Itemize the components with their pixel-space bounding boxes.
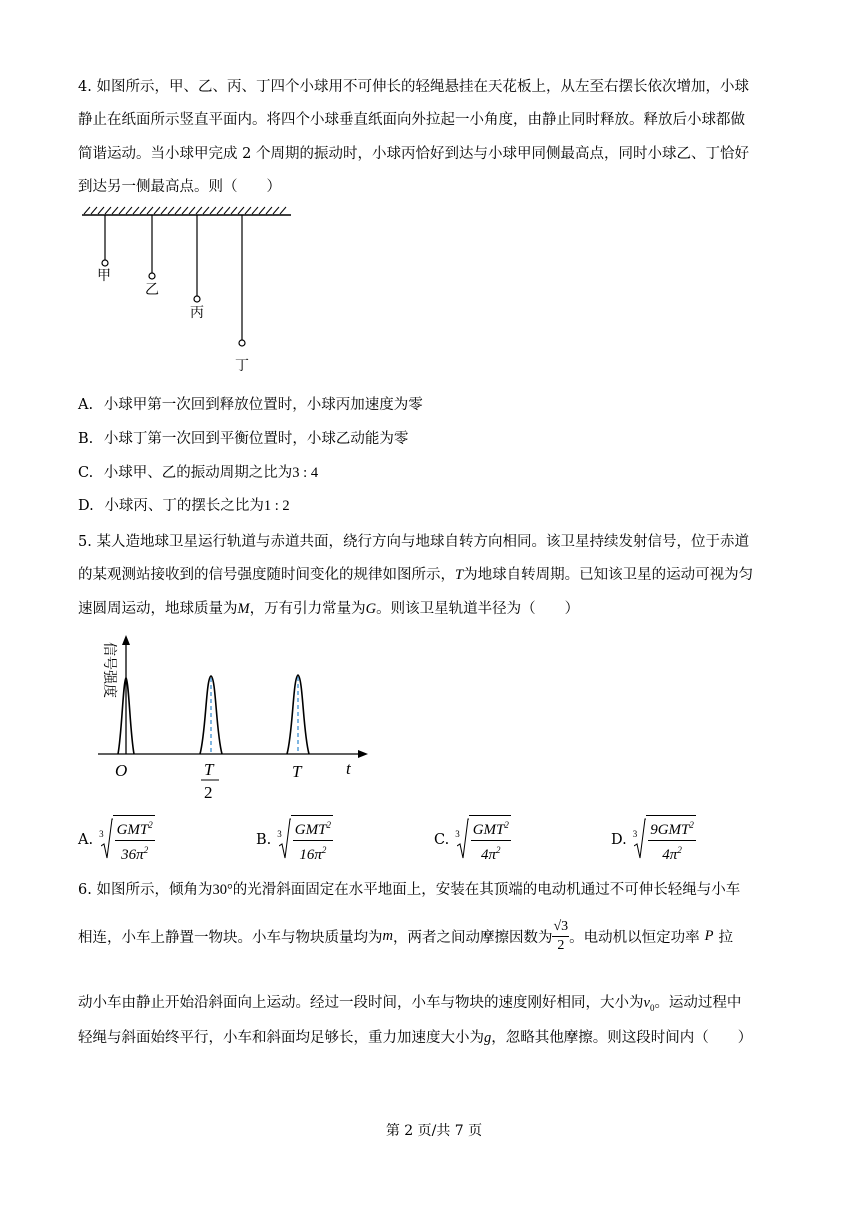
y-axis-label: 信号强度 xyxy=(101,642,117,698)
q5-line3 xyxy=(78,597,579,618)
radical-sign xyxy=(101,818,113,862)
text: 动小车由静止开始沿斜面向上运动。经过一段时间，小车与物块的速度刚好相同，大小为 xyxy=(78,995,644,1011)
option-label: D. xyxy=(78,498,94,514)
option-text: 小球甲、乙的振动周期之比为 xyxy=(103,465,293,481)
q4-line1: 4. 如图所示，甲、乙、丙、丁四个小球用不可伸长的轻绳悬挂在天花板上，从左至右摆长依次增加，小球 xyxy=(78,79,749,95)
page-footer: 第 2 页/共 7 页 xyxy=(385,1123,483,1139)
root-index: 3 xyxy=(632,829,638,839)
q4-option-d xyxy=(78,494,290,515)
text: 。则该卫星轨道半径为（ ） xyxy=(376,601,580,617)
q5-line2 xyxy=(78,563,753,584)
mu-fraction xyxy=(552,918,569,955)
y-axis-arrow xyxy=(122,635,130,645)
pendulum-jia-ball xyxy=(102,260,108,266)
tick-o: O xyxy=(115,761,128,780)
option-label: C. xyxy=(78,465,94,481)
q5-line1: 5. 某人造地球卫星运行轨道与赤道共面，绕行方向与地球自转方向相同。该卫星持续发射信号，位于赤道 xyxy=(78,534,749,550)
text: 的光滑斜面固定在水平地面上，安装在其顶端的电动机通过不可伸长轻绳与小车 xyxy=(232,882,741,898)
option-math: 3 : 4 xyxy=(292,465,319,481)
q6-line3 xyxy=(78,991,741,1013)
tick-t: T xyxy=(292,762,302,781)
pendulum-ding-ball xyxy=(239,340,245,346)
q4-line2: 静止在纸面所示竖直平面内。将四个小球垂直纸面向外拉起一小角度，由静止同时释放。释放后小球都做 xyxy=(78,112,745,128)
cube-root xyxy=(633,815,696,865)
fraction xyxy=(469,815,511,865)
option-label: B. xyxy=(256,832,272,848)
sup: 2 xyxy=(689,820,694,830)
text: 拉 xyxy=(718,930,734,946)
text: 速圆周运动，地球质量为 xyxy=(78,601,238,617)
numerator: GMT xyxy=(472,822,505,838)
option-label: C. xyxy=(434,832,450,848)
q4-option-c xyxy=(78,461,318,482)
option-label: A. xyxy=(78,397,94,413)
numerator: √3 xyxy=(552,918,569,937)
text: 为地球自转周期。已知该卫星的运动可视为匀 xyxy=(463,567,754,583)
text: 相连，小车上静置一物块。小车与物块质量均为 xyxy=(78,930,383,946)
sup: 2 xyxy=(496,845,501,855)
label-ding: 丁 xyxy=(235,358,249,374)
tick-half-num: T xyxy=(204,760,214,779)
option-label: D. xyxy=(611,832,627,848)
denominator: 16π xyxy=(299,847,322,863)
numerator: GMT xyxy=(294,822,327,838)
root-index: 3 xyxy=(99,829,104,839)
var-m: M xyxy=(237,601,250,617)
text: ，两者之间动摩擦因数为 xyxy=(392,930,553,946)
sup: 2 xyxy=(148,820,153,830)
option-text: 小球丁第一次回到平衡位置时，小球乙动能为零 xyxy=(103,431,409,447)
denominator: 4π xyxy=(481,847,497,863)
root-index: 3 xyxy=(455,829,460,839)
q5-option-a xyxy=(78,815,155,865)
fraction xyxy=(291,815,333,865)
q6-line2 xyxy=(78,918,733,955)
var-g: g xyxy=(484,1030,492,1046)
cube-root xyxy=(277,815,333,865)
text: 的某观测站接收到的信号强度随时间变化的规律如图所示， xyxy=(78,567,455,583)
text: 轻绳与斜面始终平行，小车和斜面均足够长，重力加速度大小为 xyxy=(78,1030,484,1046)
sup: 2 xyxy=(677,845,682,855)
radical-sign xyxy=(457,818,469,862)
q6-line1 xyxy=(78,878,740,899)
label-bing: 丙 xyxy=(190,305,204,321)
denominator: 4π xyxy=(662,847,678,863)
q4-option-a xyxy=(78,393,423,414)
fraction xyxy=(113,815,155,865)
x-axis-label: t xyxy=(346,759,351,778)
pendulum-yi-ball xyxy=(149,273,155,279)
label-jia: 甲 xyxy=(97,268,111,284)
pendulum-bing-ball xyxy=(194,296,200,302)
tick-half-den: 2 xyxy=(204,783,213,802)
q4-line3: 简谐运动。当小球甲完成 2 个周期的振动时，小球丙恰好到达与小球甲同侧最高点，同时小球乙、丁恰好 xyxy=(78,146,749,162)
text: 。运动过程中 xyxy=(654,995,742,1011)
option-text: 小球甲第一次回到释放位置时，小球丙加速度为零 xyxy=(103,397,423,413)
text: 6. 如图所示，倾角为 xyxy=(78,882,213,898)
var-p: P xyxy=(704,928,714,944)
var-v: v xyxy=(643,995,650,1011)
option-label: B. xyxy=(78,431,94,447)
radical-sign xyxy=(279,818,291,862)
root-index: 3 xyxy=(277,829,282,839)
cube-root xyxy=(455,815,511,865)
option-math: 1 : 2 xyxy=(263,498,290,514)
cube-root xyxy=(99,815,155,865)
radical-sign xyxy=(634,818,646,862)
angle: 30° xyxy=(212,882,233,898)
text: 。电动机以恒定功率 xyxy=(569,930,700,946)
q4-option-b xyxy=(78,427,408,448)
numerator: GMT xyxy=(116,822,149,838)
q4-line4: 到达另一侧最高点。则（ ） xyxy=(78,179,281,195)
sup: 2 xyxy=(143,845,149,855)
text: ，万有引力常量为 xyxy=(249,601,366,617)
label-yi: 乙 xyxy=(145,282,159,298)
sup: 2 xyxy=(326,820,331,830)
q6-line4 xyxy=(78,1026,752,1047)
denominator: 36π xyxy=(121,847,144,863)
var-g: G xyxy=(365,601,377,617)
signal-strength-chart xyxy=(90,632,380,802)
sup: 2 xyxy=(321,845,327,855)
subscript: 0 xyxy=(649,1002,655,1013)
q5-option-d xyxy=(611,815,696,865)
x-axis-arrow xyxy=(358,750,368,758)
option-text: 小球丙、丁的摆长之比为 xyxy=(104,498,264,514)
sup: 2 xyxy=(504,820,509,830)
var-m: m xyxy=(382,928,393,944)
text: ，忽略其他摩擦。则这段时间内（ ） xyxy=(491,1030,753,1046)
denominator: 2 xyxy=(557,938,565,953)
numerator: 9GMT xyxy=(650,822,690,838)
q5-option-b xyxy=(256,815,333,865)
q5-option-c xyxy=(434,815,511,865)
var-t: T xyxy=(455,567,464,583)
option-label: A. xyxy=(78,832,94,848)
fraction xyxy=(646,815,696,865)
pendulum-figure xyxy=(78,205,298,380)
